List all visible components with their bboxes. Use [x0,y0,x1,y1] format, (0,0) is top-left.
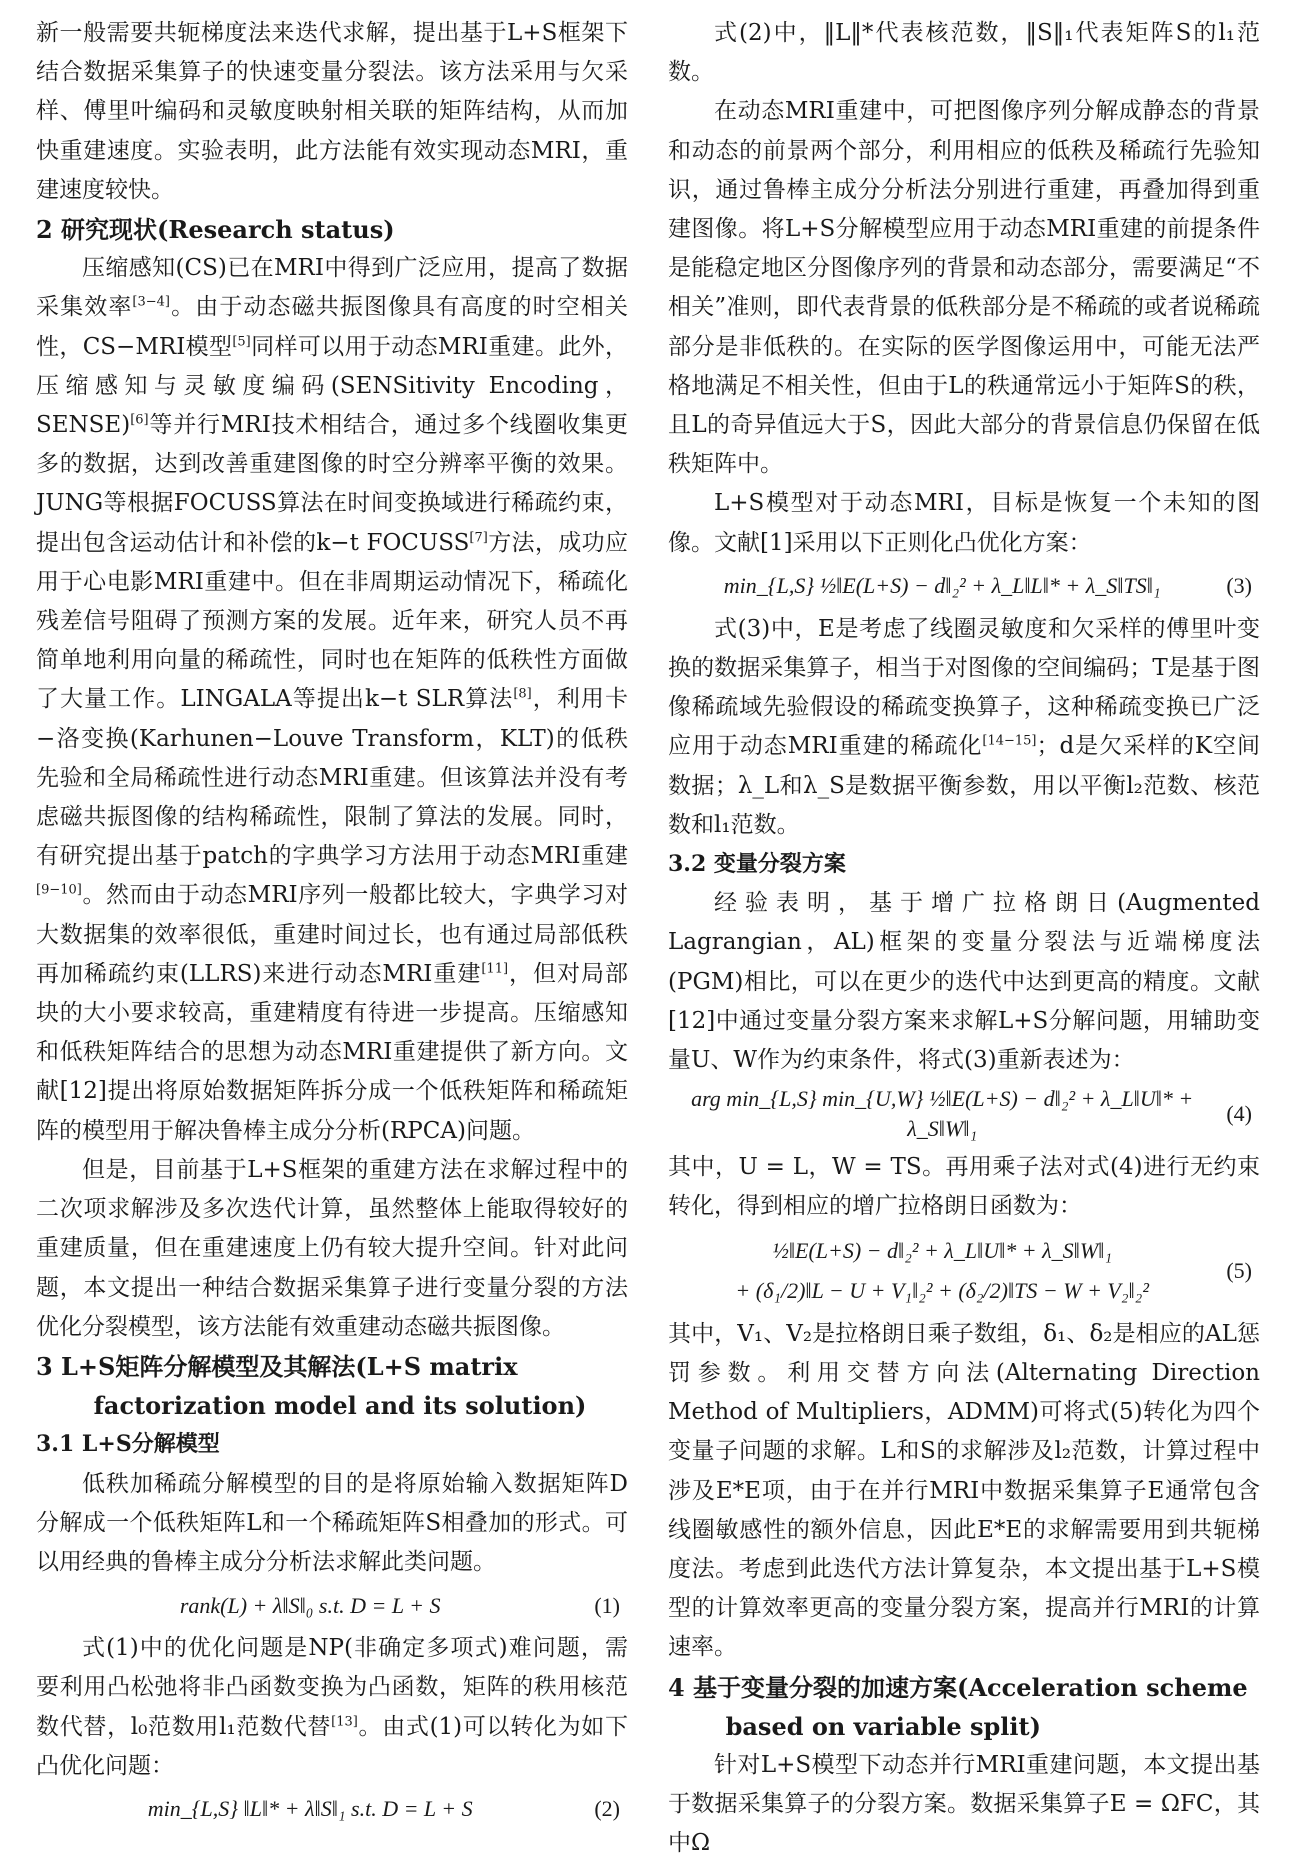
text-run: 。由于动态磁共振图像具有高度的时空相关性，CS−MRI模型 [36,294,629,360]
text-run: 其中，V₁、V₂是拉格朗日乘子数组，δ₁、δ₂是相应的AL惩罚参数。利用交替方向法(Alternating Direction Method of Multipliers，ADMM)可将式(5)转化为四个变量子问题的求解。L和S的求解涉及l₂范数，计算过程中涉及E*E项，由于在并行MRI中数据采集算子E通常包含线圈敏感性的额外信息，因此E*E的求解需要用到共轭梯度法。考虑到此迭代方法计算复杂，本文提出基于L+S模型的计算效率更高的变量分裂方案，提高并行MRI的计算速率。 [668,1320,1260,1661]
subsection-heading: 3.2 变量分裂方案 [668,851,846,878]
equation-number: (3) [1226,573,1252,599]
paragraph [668,92,1260,484]
equation [668,1080,1260,1148]
equation-line: min_{L,S} ½‖E(L+S) − d‖₂² + λ_L‖L‖* + λ_S‖TS‖₁ [723,573,1161,599]
text-run: 等并行MRI技术相结合，通过多个线圈收集更多的数据，达到改善重建图像的时空分辨率平衡的效果。JUNG等根据FOCUSS算法在时间变换域进行稀疏约束，提出包含运动估计和补偿的k−t FOCUSS [36,412,628,556]
equation [668,563,1260,610]
equation-line: arg min_{L,S} min_{U,W} ½‖E(L+S) − d‖₂² + λ_L‖U‖* + λ_S‖W‖₁ [691,1086,1194,1142]
right-column [668,14,1260,1864]
paragraph [36,249,628,1151]
equation-line: min_{L,S} ‖L‖* + λ‖S‖₁ s.t. D = L + S [147,1796,473,1822]
equation-body [668,571,1216,601]
paragraph [36,1465,628,1583]
left-column [36,14,628,1833]
equation-line: + (δ₁/2)‖L − U + V₁‖₂² + (δ₂/2)‖TS − W + V₂‖₂² [735,1277,1149,1303]
citation: [14−15] [982,733,1037,749]
paragraph [668,1315,1260,1668]
equation-body [668,1231,1216,1311]
equation [668,1227,1260,1315]
text-run: 式(1)中的优化问题是NP(非确定多项式)难问题，需要利用凸松弛将非凸函数变换为凸函数，矩阵的秩用核范数代替，l₀范数用l₁范数代替 [36,1635,628,1740]
text-run: 压缩感知(CS)已在MRI中得到广泛应用，提高了数据采集效率 [36,255,628,321]
paragraph [668,610,1260,845]
text-run: ，但对局部块的大小要求较高，重建精度有待进一步提高。压缩感知和低秩矩阵结合的思想为动态MRI重建提供了新方向。文献[12]提出将原始数据矩阵拆分成一个低秩矩阵和稀疏矩阵的模型用于解决鲁棒主成分分析(RPCA)问题。 [36,960,628,1144]
paragraph [668,484,1260,562]
paragraph [668,884,1260,1080]
text-run: ；d是欠采样的K空间数据；λ_L和λ_S是数据平衡参数，用以平衡l₂范数、核范数和l₁范数。 [668,733,1261,838]
text-run: 在动态MRI重建中，可把图像序列分解成静态的背景和动态的前景两个部分，利用相应的低秩及稀疏行先验知识，通过鲁棒主成分分析法分别进行重建，再叠加得到重建图像。将L+S分解模型应用于动态MRI重建的前提条件是能稳定地区分图像序列的背景和动态部分，需要满足“不相关”准则，即代表背景的低秩部分是不稀疏的或者说稀疏部分是非低秩的。在实际的医学图像运用中，可能无法严格地满足不相关性，但由于L的秩通常远小于矩阵S的秩，且L的奇异值远大于S，因此大部分的背景信息仍保留在低秩矩阵中。 [668,98,1260,478]
citation: [7] [469,529,488,545]
citation: [13] [331,1713,358,1729]
section-heading: 4 基于变量分裂的加速方案(Acceleration scheme based on variable split) [668,1672,1248,1741]
equation-number: (5) [1226,1257,1252,1283]
text-run: 其中，U = L，W = TS。再用乘子法对式(4)进行无约束转化，得到相应的增广拉格朗日函数为： [668,1154,1260,1220]
citation: [8] [513,686,532,702]
text-run: 低秩加稀疏分解模型的目的是将原始输入数据矩阵D分解成一个低秩矩阵L和一个稀疏矩阵S相叠加的形式。可以用经典的鲁棒主成分分析法求解此类问题。 [36,1470,628,1575]
citation: [6] [130,412,149,428]
equation-number: (2) [594,1796,620,1822]
equation-number: (4) [1226,1101,1252,1127]
equation-body [36,1794,584,1824]
paragraph [36,1629,628,1786]
text-run: L+S模型对于动态MRI，目标是恢复一个未知的图像。文献[1]采用以下正则化凸优化方案： [668,490,1260,556]
paragraph [668,1746,1260,1864]
citation: [11] [481,961,509,977]
text-run: 式(3)中，E是考虑了线圈灵敏度和欠采样的傅里叶变换的数据采集算子，相当于对图像的空间编码；T是基于图像稀疏域先验假设的稀疏变换算子，这种稀疏变换已广泛应用于动态MRI重建的稀疏化 [668,615,1260,760]
text-run: 方法，成功应用于心电影MRI重建中。但在非周期运动情况下，稀疏化残差信号阻碍了预测方案的发展。近年来，研究人员不再简单地利用向量的稀疏性，同时也在矩阵的低秩性方面做了大量工作。LINGALA等提出k−t SLR算法 [36,529,629,713]
equation [36,1786,628,1833]
citation: [5] [232,333,251,349]
citation: [3−4] [132,294,170,310]
equation-line: ½‖E(L+S) − d‖₂² + λ_L‖U‖* + λ_S‖W‖₁ [772,1237,1112,1263]
paragraph [668,1148,1260,1226]
section-heading: 3 L+S矩阵分解模型及其解法(L+S matrix factorization model and its solution) [36,1351,587,1421]
equation-number: (1) [594,1592,620,1618]
text-run: 式(2)中，‖L‖*代表核范数，‖S‖₁代表矩阵S的l₁范数。 [668,20,1260,86]
text-run: 经验表明，基于增广拉格朗日(Augmented Lagrangian，AL)框架的变量分裂法与近端梯度法(PGM)相比，可以在更少的迭代中达到更高的精度。文献[12]中通过变量分裂方案来求解L+S分解问题，用辅助变量U、W作为约束条件，将式(3)重新表述为： [668,890,1260,1074]
citation: [9−10] [36,882,82,898]
equation [36,1582,628,1629]
equation-line: rank(L) + λ‖S‖₀ s.t. D = L + S [179,1592,441,1618]
section-heading: 2 研究现状(Research status) [36,215,395,245]
paragraph [668,14,1260,92]
equation-body [36,1591,584,1621]
text-run: 。然而由于动态MRI序列一般都比较大，字典学习对大数据集的效率很低，重建时间过长，也有通过局部低秩再加稀疏约束(LLRS)来进行动态MRI重建 [36,882,628,987]
text-run: 同样可以用于动态MRI重建。此外，压缩感知与灵敏度编码(SENSitivity Encoding，SENSE) [36,333,628,439]
text-run: 针对L+S模型下动态并行MRI重建问题，本文提出基于数据采集算子的分裂方案。数据采集算子E = ΩFC，其中Ω [668,1751,1260,1857]
subsection-heading: 3.1 L+S分解模型 [36,1431,220,1458]
paragraph [36,1151,628,1347]
paragraph [36,14,628,210]
text-run: 。由式(1)可以转化为如下凸优化问题： [36,1713,628,1779]
equation-body [668,1084,1216,1144]
text-run: ，利用卡−洛变换(Karhunen−Louve Transform，KLT)的低秩先验和全局稀疏性进行动态MRI重建。但该算法并没有考虑磁共振图像的结构稀疏性，限制了算法的发展。同时，有研究提出基于patch的字典学习方法用于动态MRI重建 [36,686,628,870]
text-run: 新一般需要共轭梯度法来迭代求解，提出基于L+S框架下结合数据采集算子的快速变量分裂法。该方法采用与欠采样、傅里叶编码和灵敏度映射相关联的矩阵结构，从而加快重建速度。实验表明，此方法能有效实现动态MRI，重建速度较快。 [36,20,628,203]
text-run: 但是，目前基于L+S框架的重建方法在求解过程中的二次项求解涉及多次迭代计算，虽然整体上能取得较好的重建质量，但在重建速度上仍有较大提升空间。针对此问题，本文提出一种结合数据采集算子进行变量分裂的方法优化分裂模型，该方法能有效重建动态磁共振图像。 [36,1156,628,1340]
